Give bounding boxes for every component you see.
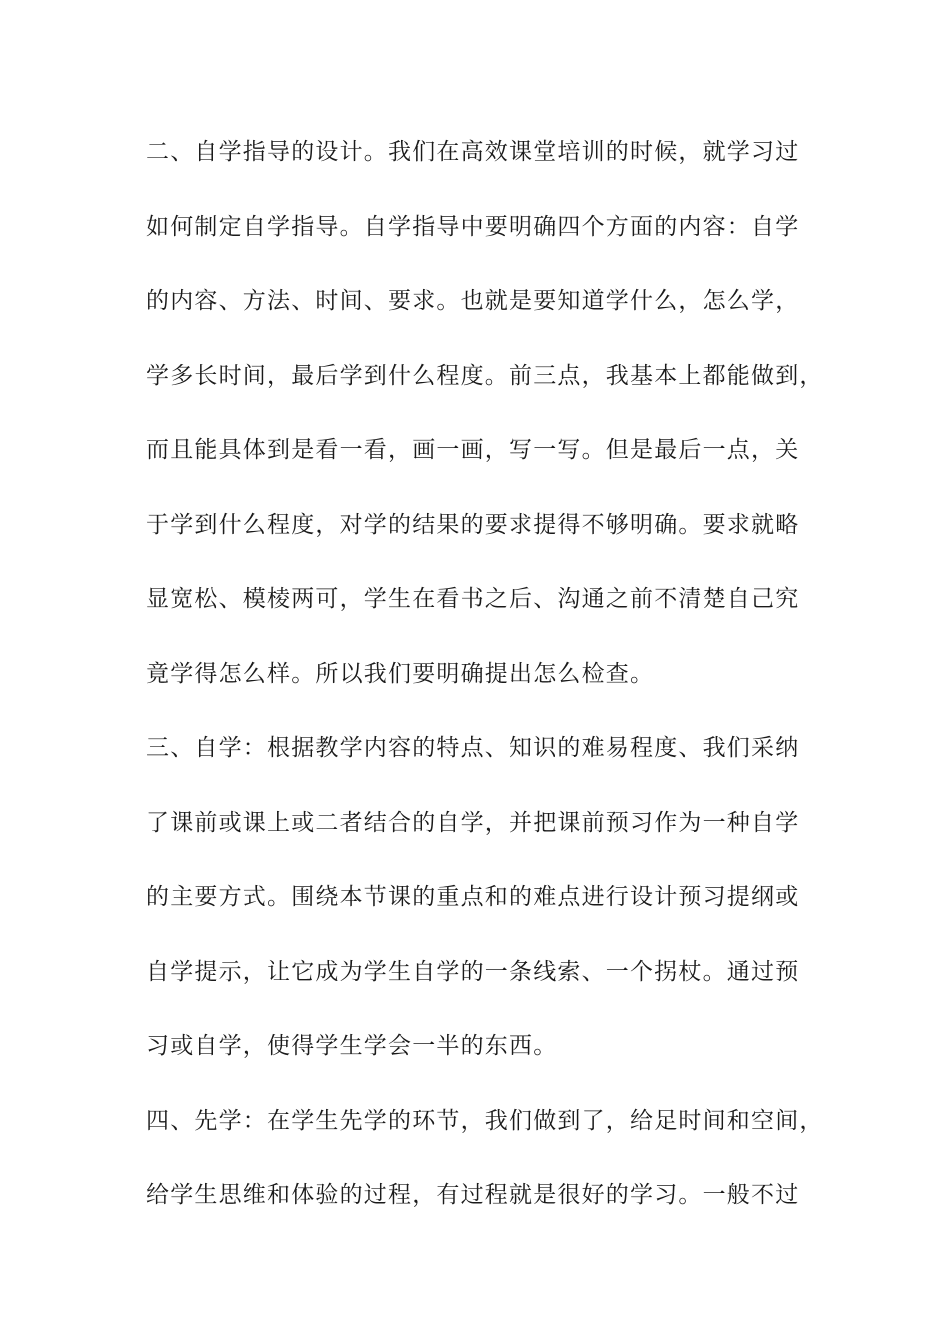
paragraph-2-line-4: 学多长时间，最后学到什么程度。前三点，我基本上都能做到，: [146, 363, 824, 389]
paragraph-3-line-1: 三、自学：根据教学内容的特点、知识的难易程度、我们采纳: [146, 735, 800, 761]
paragraph-3-line-5: 习或自学，使得学生学会一半的东西。: [146, 1033, 558, 1059]
paragraph-2-line-6: 于学到什么程度，对学的结果的要求提得不够明确。要求就略: [146, 512, 800, 538]
paragraph-4-line-2: 给学生思维和体验的过程，有过程就是很好的学习。一般不过: [146, 1182, 800, 1208]
paragraph-2-line-7: 显宽松、模棱两可，学生在看书之后、沟通之前不清楚自己究: [146, 586, 800, 612]
paragraph-3-line-3: 的主要方式。围绕本节课的重点和的难点进行设计预习提纲或: [146, 884, 800, 910]
paragraph-2-line-3: 的内容、方法、时间、要求。也就是要知道学什么，怎么学，: [146, 288, 800, 314]
paragraph-3-line-2: 了课前或课上或二者结合的自学，并把课前预习作为一种自学: [146, 810, 800, 836]
paragraph-2-line-1: 二、自学指导的设计。我们在高效课堂培训的时候，就学习过: [146, 139, 800, 165]
paragraph-2-line-8: 竟学得怎么样。所以我们要明确提出怎么检查。: [146, 661, 655, 687]
paragraph-2-line-5: 而且能具体到是看一看，画一画，写一写。但是最后一点，关: [146, 437, 800, 463]
paragraph-4-line-1: 四、先学：在学生先学的环节，我们做到了，给足时间和空间，: [146, 1108, 824, 1134]
paragraph-3-line-4: 自学提示，让它成为学生自学的一条线索、一个拐杖。通过预: [146, 959, 800, 985]
paragraph-2-line-2: 如何制定自学指导。自学指导中要明确四个方面的内容：自学: [146, 214, 800, 240]
